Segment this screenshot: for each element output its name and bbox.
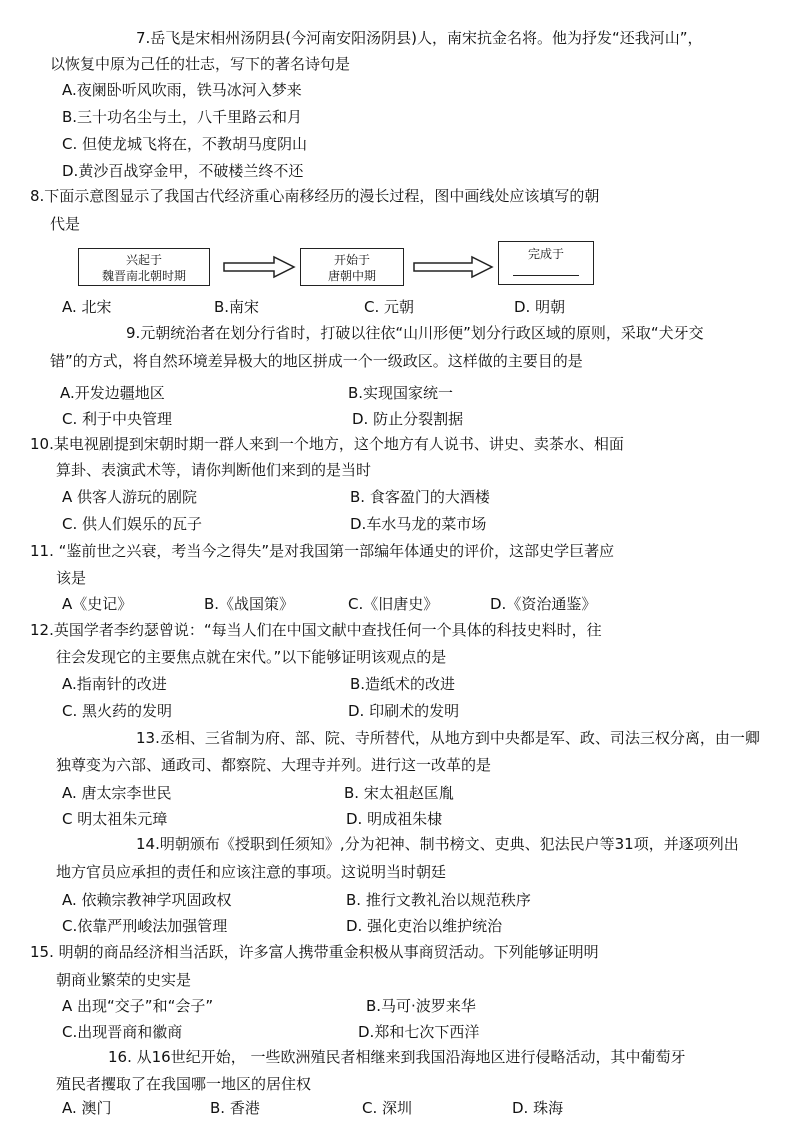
q14-stem-line2: 地方官员应承担的责任和应该注意的事项。这说明当时朝廷 (56, 863, 447, 881)
q9-stem-line2: 错”的方式，将自然环境差异极大的地区拼成一个一级政区。这样做的主要目的是 (50, 352, 583, 370)
q13-stem-line1: 13.丞相、三省制为府、部、院、寺所替代，从地方到中央都是军、政、司法三权分离，由一卿 (136, 729, 760, 747)
q10-stem-line1: 10.某电视剧提到宋朝时期一群人来到一个地方，这个地方有人说书、讲史、卖茶水、相面 (30, 435, 624, 453)
q12-option-a: A.指南针的改进 (62, 675, 167, 693)
q9-option-b: B.实现国家统一 (348, 384, 454, 402)
q16-option-b: B. 香港 (210, 1099, 260, 1117)
q13-option-b: B. 宋太祖赵匡胤 (344, 784, 454, 802)
q16-option-d: D. 珠海 (512, 1099, 564, 1117)
q15-option-b: B.马可·波罗来华 (366, 997, 476, 1015)
q13-stem-line2: 独尊变为六部、通政司、都察院、大理寺并列。进行这一改革的是 (56, 756, 492, 774)
q7-option-c: C. 但使龙城飞将在，不教胡马度阴山 (62, 135, 308, 153)
q11-option-b: B.《战国策》 (204, 595, 295, 613)
q8-option-c: C. 元朝 (364, 298, 415, 316)
q16-stem-line1: 16. 从16世纪开始， 一些欧洲殖民者相继来到我国沿海地区进行侵略活动，其中葡萄牙 (108, 1048, 686, 1066)
flow-arrow-2 (412, 255, 494, 279)
q13-option-d: D. 明成祖朱棣 (346, 810, 443, 828)
flow-box-begin-line1: 开始于 (333, 253, 370, 267)
q11-option-a: A《史记》 (62, 595, 133, 613)
q8-option-b: B.南宋 (214, 298, 260, 316)
q8-option-d: D. 明朝 (514, 298, 566, 316)
q11-option-d: D.《资治通鉴》 (490, 595, 597, 613)
q14-option-c: C.依靠严刑峻法加强管理 (62, 917, 228, 935)
q10-option-a: A 供客人游玩的剧院 (62, 488, 198, 506)
q9-option-d: D. 防止分裂割据 (352, 410, 464, 428)
q8-stem-line1: 8.下面示意图显示了我国古代经济重心南移经历的漫长过程，图中画线处应该填写的朝 (30, 187, 600, 205)
q14-option-b: B. 推行文教礼治以规范秩序 (346, 891, 531, 909)
q8-stem-line2: 代是 (50, 215, 81, 233)
q9-option-c: C. 利于中央管理 (62, 410, 173, 428)
q13-option-c: C 明太祖朱元璋 (62, 810, 168, 828)
q15-stem-line2: 朝商业繁荣的史实是 (56, 971, 192, 989)
q15-option-a: A 出现“交子”和“会子” (62, 997, 214, 1015)
flow-box-answer-blank (499, 264, 593, 280)
q12-option-c: C. 黑火药的发明 (62, 702, 173, 720)
flow-box-rise (78, 248, 210, 286)
q7-stem-line1: 7.岳飞是宋相州汤阴县(今河南安阳汤阴县)人，南宋抗金名将。他为抒发“还我河山”， (136, 29, 703, 47)
q11-option-c: C.《旧唐史》 (348, 595, 439, 613)
flow-box-begin-line2: 唐朝中期 (327, 269, 376, 283)
q14-option-d: D. 强化吏治以维护统治 (346, 917, 503, 935)
q12-stem-line2: 往会发现它的主要焦点就在宋代。”以下能够证明该观点的是 (56, 648, 447, 666)
q15-stem-line1: 15. 明朝的商品经济相当活跃，许多富人携带重金积极从事商贸活动。下列能够证明明 (30, 943, 599, 961)
q12-stem-line1: 12.英国学者李约瑟曾说：“每当人们在中国文献中查找任何一个具体的科技史料时，往 (30, 621, 602, 639)
q16-option-a: A. 澳门 (62, 1099, 112, 1117)
flow-box-rise-line1: 兴起于 (125, 253, 162, 267)
q7-option-d: D.黄沙百战穿金甲，不破楼兰终不还 (62, 162, 304, 180)
flow-arrow-1 (222, 255, 296, 279)
q9-option-a: A.开发边疆地区 (60, 384, 165, 402)
q8-option-a: A. 北宋 (62, 298, 112, 316)
q13-option-a: A. 唐太宗李世民 (62, 784, 172, 802)
q11-stem-line1: 11. “鉴前世之兴衰，考当今之得失”是对我国第一部编年体通史的评价，这部史学巨著应 (30, 542, 615, 560)
q7-option-b: B.三十功名尘与土，八千里路云和月 (62, 108, 303, 126)
q10-option-d: D.车水马龙的菜市场 (350, 515, 487, 533)
q7-stem-line2: 以恢复中原为己任的壮志，写下的著名诗句是 (50, 55, 351, 73)
q12-option-d: D. 印刷术的发明 (348, 702, 460, 720)
q14-option-a: A. 依赖宗教神学巩固政权 (62, 891, 232, 909)
q11-stem-line2: 该是 (56, 569, 87, 587)
flow-box-complete-line1: 完成于 (527, 247, 564, 261)
flow-box-complete (498, 241, 594, 285)
q16-stem-line2: 殖民者攫取了在我国哪一地区的居住权 (56, 1075, 312, 1093)
q9-stem-line1: 9.元朝统治者在划分行省时，打破以往依“山川形便”划分行政区域的原则，采取“犬牙交 (126, 324, 704, 342)
q10-option-c: C. 供人们娱乐的瓦子 (62, 515, 203, 533)
flow-box-rise-line2: 魏晋南北朝时期 (101, 269, 186, 283)
q15-option-d: D.郑和七次下西洋 (358, 1023, 480, 1041)
q10-option-b: B. 食客盈门的大酒楼 (350, 488, 490, 506)
q15-option-c: C.出现晋商和徽商 (62, 1023, 183, 1041)
flow-box-begin (300, 248, 404, 286)
q12-option-b: B.造纸术的改进 (350, 675, 456, 693)
q7-option-a: A.夜阑卧听风吹雨，铁马冰河入梦来 (62, 81, 302, 99)
q14-stem-line1: 14.明朝颁布《授职到任须知》,分为祀神、制书榜文、吏典、犯法民户等31项，并逐项列出 (136, 835, 739, 853)
q10-stem-line2: 算卦、表演武术等，请你判断他们来到的是当时 (56, 461, 372, 479)
q16-option-c: C. 深圳 (362, 1099, 413, 1117)
